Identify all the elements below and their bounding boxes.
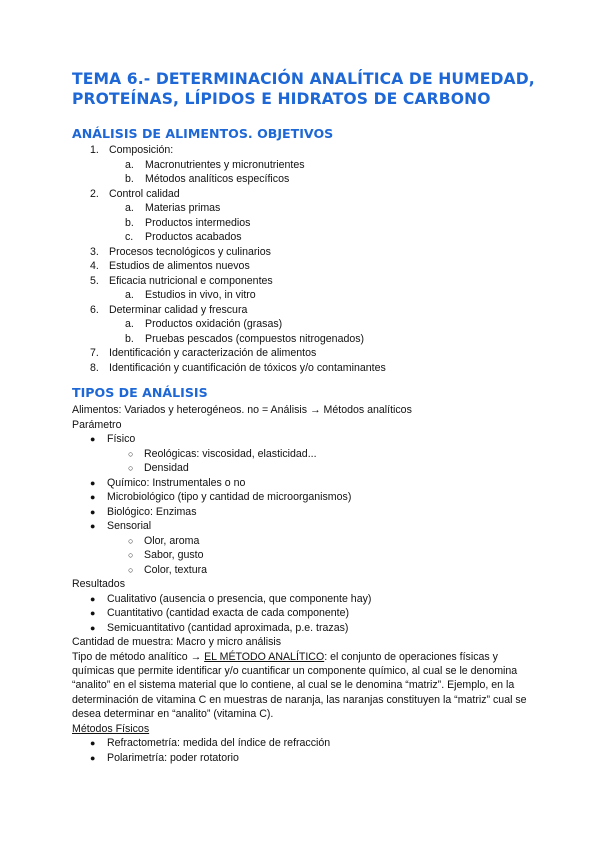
resultado-item	[72, 606, 542, 621]
resultado-item	[72, 592, 542, 607]
objetivo-item	[72, 361, 542, 376]
list-item-text: Eficacia nutricional e componentes	[109, 274, 273, 287]
parametros-list	[72, 432, 542, 577]
list-marker: 4.	[90, 260, 99, 272]
list-item-text: Físico	[107, 433, 136, 445]
list-item-text: Biológico: Enzimas	[107, 505, 197, 518]
list-item-text: Sensorial	[107, 520, 152, 532]
list-marker: ○	[128, 535, 134, 546]
objetivo-item	[72, 245, 542, 260]
objetivo-item	[72, 303, 542, 318]
objetivo-item	[72, 143, 542, 158]
objetivo-item	[72, 187, 542, 202]
title-line-2: PROTEÍNAS, LÍPIDOS E HIDRATOS DE CARBONO	[72, 89, 491, 108]
list-item-text: Polarimetría: poder rotatorio	[107, 751, 239, 764]
list-marker: ●	[90, 752, 96, 763]
parametro-subitem	[72, 461, 542, 476]
list-marker: 7.	[90, 347, 99, 359]
list-item-text: Composición:	[109, 144, 174, 156]
resultado-item	[72, 621, 542, 636]
list-item-text: Métodos analíticos específicos	[145, 173, 290, 185]
title-line-1: TEMA 6.- DETERMINACIÓN ANALÍTICA DE HUMEDAD,	[72, 70, 535, 88]
list-item-text: Control calidad	[109, 187, 180, 200]
objetivo-subitem	[72, 317, 542, 332]
list-marker: ●	[90, 608, 96, 618]
objetivo-subitem	[72, 230, 542, 245]
list-marker: c.	[125, 231, 134, 243]
metodo-fisico-item	[72, 736, 542, 751]
list-marker: a.	[125, 318, 134, 330]
cantidad-muestra: Cantidad de muestra: Macro y micro análisis	[72, 636, 282, 648]
list-marker: 6.	[90, 303, 99, 316]
list-marker: 1.	[90, 144, 99, 156]
list-item-text: Determinar calidad y frescura	[109, 303, 248, 316]
list-marker: ●	[90, 434, 96, 444]
objetivo-subitem	[72, 332, 542, 347]
tipos-intro: Alimentos: Variados y heterogéneos. no = Análisis → Métodos analíticos	[72, 404, 412, 416]
section-heading-objetivos: ANÁLISIS DE ALIMENTOS. OBJETIVOS	[72, 126, 334, 141]
list-item-text: Pruebas pescados (compuestos nitrogenados)	[145, 332, 365, 345]
list-marker: ●	[90, 622, 96, 633]
metodo-analitico-paragraph	[72, 650, 540, 722]
objetivos-list	[72, 143, 542, 375]
list-marker: ●	[90, 593, 96, 604]
list-marker: b.	[125, 332, 134, 345]
parametro-item	[72, 505, 542, 520]
list-marker: ○	[128, 550, 134, 560]
objetivo-subitem	[72, 201, 542, 216]
list-item-text: Color, textura	[144, 563, 208, 576]
list-item-text: Cualitativo (ausencia o presencia, que componente hay)	[107, 592, 372, 605]
parametro-label: Parámetro	[72, 418, 122, 431]
list-item-text: Macronutrientes y micronutrientes	[145, 158, 305, 171]
parametro-subitem	[72, 534, 542, 549]
list-marker: b.	[125, 173, 134, 185]
objetivo-subitem	[72, 172, 542, 187]
list-marker: a.	[125, 158, 134, 171]
tipo-definition: : el conjunto de operaciones físicas y químicas que permite identificar y/o cuantificar un componente químico, al cual se le denomina “analito” en el sistema material que lo contiene, al cual se le denomina “matriz”. Ejemplo, en la determinación de vitamina C en muestras de naranja, las naranjas constituyen la “matriz” cual se desea determinar en “analito” (vitamina C).	[72, 650, 527, 721]
objetivo-item	[72, 259, 542, 274]
list-marker: ●	[90, 477, 96, 488]
list-item-text: Olor, aroma	[144, 534, 200, 547]
list-marker: a.	[125, 202, 134, 214]
list-item-text: Productos acabados	[145, 231, 242, 243]
list-marker: 8.	[90, 361, 99, 374]
parametro-subitem	[72, 563, 542, 578]
objetivo-subitem	[72, 288, 542, 303]
list-item-text: Productos intermedios	[145, 216, 251, 229]
resultados-label: Resultados	[72, 578, 125, 590]
objetivo-subitem	[72, 216, 542, 231]
list-marker: ○	[128, 463, 134, 473]
list-item-text: Químico: Instrumentales o no	[107, 476, 246, 489]
list-marker: ●	[90, 521, 96, 531]
list-item-text: Materias primas	[145, 202, 221, 214]
list-item-text: Identificación y caracterización de alimentos	[109, 347, 317, 359]
list-item-text: Procesos tecnológicos y culinarios	[109, 245, 271, 258]
list-item-text: Semicuantitativo (cantidad aproximada, p.e. trazas)	[107, 621, 349, 634]
metodos-fisicos-label: Métodos Físicos	[72, 722, 150, 735]
list-marker: b.	[125, 216, 134, 229]
list-item-text: Densidad	[144, 462, 189, 474]
document-page	[72, 70, 542, 765]
list-marker: ●	[90, 738, 96, 749]
metodo-analitico-term: EL MÉTODO ANALÍTICO	[204, 650, 325, 663]
metodo-fisico-item	[72, 751, 542, 766]
tipo-prefix: Tipo de método analítico →	[72, 650, 205, 663]
list-marker: ○	[128, 564, 134, 575]
list-marker: ○	[128, 448, 134, 459]
parametro-item	[72, 476, 542, 491]
list-item-text: Cuantitativo (cantidad exacta de cada componente)	[107, 607, 350, 619]
list-item-text: Identificación y cuantificación de tóxicos y/o contaminantes	[109, 361, 386, 374]
resultados-list	[72, 592, 542, 636]
parametro-subitem	[72, 447, 542, 462]
list-marker: a.	[125, 289, 134, 301]
list-item-text: Estudios in vivo, in vitro	[145, 289, 256, 301]
list-item-text: Sabor, gusto	[144, 549, 204, 561]
list-item-text: Refractometría: medida del índice de refracción	[107, 737, 331, 750]
list-marker: ●	[90, 506, 96, 517]
list-item-text: Microbiológico (tipo y cantidad de microorganismos)	[107, 491, 352, 503]
parametro-subitem	[72, 548, 542, 563]
list-marker: 3.	[90, 245, 99, 258]
list-marker: 2.	[90, 187, 99, 200]
objetivo-item	[72, 274, 542, 289]
parametro-item	[72, 519, 542, 534]
parametro-item	[72, 490, 542, 505]
list-item-text: Estudios de alimentos nuevos	[109, 260, 250, 272]
list-marker: ●	[90, 492, 96, 502]
metodos-fisicos-list	[72, 736, 542, 765]
objetivo-subitem	[72, 158, 542, 173]
parametro-item	[72, 432, 542, 447]
section-heading-tipos: TIPOS DE ANÁLISIS	[72, 385, 208, 400]
objetivo-item	[72, 346, 542, 361]
list-marker: 5.	[90, 274, 99, 287]
list-item-text: Productos oxidación (grasas)	[145, 318, 283, 330]
document-title	[72, 70, 542, 109]
list-item-text: Reológicas: viscosidad, elasticidad...	[144, 447, 317, 460]
